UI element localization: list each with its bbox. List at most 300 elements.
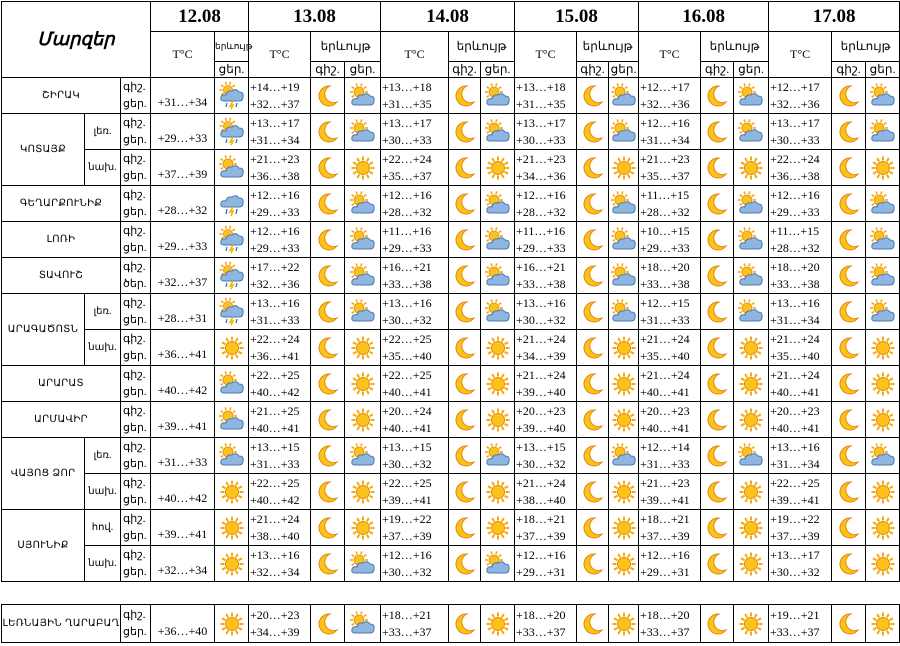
region-name: ՍՅՈՒՆԻՔ	[2, 510, 85, 582]
temp-range-cell	[515, 78, 577, 114]
day-temp: +34…+39	[516, 348, 566, 363]
temp-range-cell	[381, 366, 449, 402]
moon-icon	[832, 438, 866, 474]
day-label: ցեր.	[123, 421, 147, 434]
temp-range-cell	[249, 438, 311, 474]
temp-range-cell	[249, 330, 311, 366]
moon-icon	[449, 474, 481, 510]
night-temp: +18…+20	[516, 607, 566, 622]
moon-icon	[701, 150, 734, 186]
night-temp: +18…+20	[770, 259, 820, 274]
day-night-labels	[121, 605, 151, 643]
night-temp: +16…+21	[382, 259, 432, 274]
night-temp: +21…+23	[516, 151, 566, 166]
moon-icon	[701, 605, 734, 643]
night-temp: +11…+15	[640, 187, 690, 202]
night-temp: +20…+23	[516, 403, 566, 418]
moon-icon	[311, 402, 345, 438]
sun-icon	[734, 402, 769, 438]
moon-icon	[577, 605, 609, 643]
sun-icon	[609, 150, 639, 186]
moon-icon	[701, 222, 734, 258]
temp-range-cell	[249, 366, 311, 402]
sun-cloud-icon	[345, 605, 381, 643]
day-label: ցեր.	[123, 205, 147, 218]
day-temp: +31…+34	[640, 132, 690, 147]
night-temp: +21…+24	[516, 367, 566, 382]
sun-icon	[215, 546, 249, 582]
temp-range-cell	[639, 402, 701, 438]
temp-range-cell	[769, 474, 832, 510]
sun-cloud-icon	[866, 186, 900, 222]
temp-range-cell	[639, 438, 701, 474]
regions-header: Մարզեր	[2, 2, 151, 78]
date-header: 15.08	[515, 2, 639, 32]
night-temp: +12…+16	[640, 547, 690, 562]
night-temp: +18…+21	[382, 607, 432, 622]
night-temp: +13…+15	[250, 439, 300, 454]
sun-icon	[345, 402, 381, 438]
day-temp: +33…+37	[640, 624, 690, 639]
day-night-labels	[121, 510, 151, 546]
day-label: ցեր.	[123, 625, 147, 638]
night-temp: +13…+16	[250, 547, 300, 562]
day-temp: +31…+33	[250, 312, 300, 327]
day-temp: +33…+38	[516, 276, 566, 291]
day-temp: +28…+32	[382, 204, 432, 219]
night-temp: +19…+22	[382, 511, 432, 526]
night-temp: +20…+24	[382, 403, 432, 418]
day-temp: +28…+32	[770, 240, 820, 255]
night-temp: +18…+21	[640, 511, 690, 526]
temp-range-cell	[381, 258, 449, 294]
sun-cloud-icon	[734, 186, 769, 222]
temp-header: T°C	[249, 32, 311, 78]
moon-icon	[449, 546, 481, 582]
day-temp: +29…+33	[250, 204, 300, 219]
day-temp: +37…+39	[640, 528, 690, 543]
table-row	[2, 330, 900, 366]
temp-range-cell	[381, 222, 449, 258]
night-temp: +22…+25	[770, 475, 820, 490]
night-label: գիշ.	[123, 512, 146, 525]
sun-icon	[609, 605, 639, 643]
day-temp-cell: +40…+42	[151, 474, 215, 510]
temp-range-cell	[769, 78, 832, 114]
moon-icon	[449, 605, 481, 643]
sun-cloud-icon	[345, 546, 381, 582]
night-temp: +13…+16	[770, 439, 820, 454]
temp-range-cell	[639, 474, 701, 510]
night-temp: +21…+25	[250, 403, 300, 418]
moon-icon	[449, 366, 481, 402]
sun-cloud-icon	[734, 78, 769, 114]
night-temp: +19…+22	[770, 511, 820, 526]
night-temp: +22…+25	[382, 331, 432, 346]
moon-icon	[577, 330, 609, 366]
day-temp-cell: +31…+33	[151, 438, 215, 474]
day-night-labels	[121, 186, 151, 222]
day-temp: +33…+38	[382, 276, 432, 291]
temp-range-cell	[639, 546, 701, 582]
day-temp: +35…+40	[382, 348, 432, 363]
day-night-labels	[121, 114, 151, 150]
moon-icon	[577, 150, 609, 186]
night-temp: +20…+23	[770, 403, 820, 418]
sun-icon	[481, 510, 515, 546]
night-temp: +21…+24	[640, 331, 690, 346]
sun-icon	[215, 605, 249, 643]
subregion-name: նախ.	[85, 330, 121, 366]
night-label: գիշ.	[123, 440, 146, 453]
temp-range-cell	[639, 294, 701, 330]
sun-icon	[866, 402, 900, 438]
moon-icon	[832, 510, 866, 546]
temp-range-cell	[249, 150, 311, 186]
moon-icon	[701, 546, 734, 582]
temp-range-cell	[249, 78, 311, 114]
sun-cloud-icon	[481, 294, 515, 330]
night-temp: +11…+15	[770, 223, 820, 238]
day-temp: +36…+41	[250, 348, 300, 363]
moon-icon	[449, 402, 481, 438]
night-temp: +18…+20	[640, 259, 690, 274]
temp-range-cell	[639, 114, 701, 150]
day-temp: +39…+41	[640, 492, 690, 507]
night-temp: +20…+23	[250, 607, 300, 622]
temp-range-cell	[249, 114, 311, 150]
night-temp: +13…+17	[770, 115, 820, 130]
night-temp: +21…+24	[516, 331, 566, 346]
night-temp: +12…+16	[640, 115, 690, 130]
day-temp: +32…+37	[250, 96, 300, 111]
subregion-name: նախ.	[85, 150, 121, 186]
night-temp: +17…+22	[250, 259, 300, 274]
day-temp: +32…+36	[640, 96, 690, 111]
night-temp: +22…+24	[250, 331, 300, 346]
night-temp: +13…+18	[382, 79, 432, 94]
temp-range-cell	[381, 474, 449, 510]
night-temp: +22…+25	[382, 475, 432, 490]
sun-icon	[215, 510, 249, 546]
day-temp: +30…+32	[770, 564, 820, 579]
day-label: ցեր.	[123, 565, 147, 578]
temp-range-cell	[515, 222, 577, 258]
sun-cloud-icon	[345, 186, 381, 222]
region-name: ՏԱՎՈՒՇ	[2, 258, 121, 294]
night-temp: +13…+15	[382, 439, 432, 454]
night-temp: +10…+15	[640, 223, 690, 238]
region-name: ԱՐԱԳԱԾՈՏՆ	[2, 294, 85, 366]
sun-icon	[481, 474, 515, 510]
night-temp: +18…+21	[516, 511, 566, 526]
day-temp: +32…+36	[770, 96, 820, 111]
sun-cloud-icon	[481, 78, 515, 114]
day-temp: +30…+33	[770, 132, 820, 147]
day-night-labels	[121, 78, 151, 114]
night-temp: +22…+25	[382, 367, 432, 382]
sun-icon	[866, 474, 900, 510]
day-temp: +37…+39	[516, 528, 566, 543]
temp-range-cell	[769, 186, 832, 222]
sun-cloud-icon	[866, 258, 900, 294]
temp-range-cell	[515, 510, 577, 546]
night-temp: +16…+21	[516, 259, 566, 274]
day-temp: +30…+33	[382, 132, 432, 147]
day-subheader: ցեր.	[734, 62, 769, 78]
day-label: ցեր.	[123, 493, 147, 506]
region-name: ԳԵՂԱՐՔՈՒՆԻՔ	[2, 186, 121, 222]
moon-icon	[449, 78, 481, 114]
sun-icon	[734, 605, 769, 643]
table-row	[2, 114, 900, 150]
sun-cloud-icon	[345, 78, 381, 114]
day-night-labels	[121, 150, 151, 186]
day-temp-cell: +29…+33	[151, 114, 215, 150]
night-temp: +12…+16	[382, 547, 432, 562]
weather-header: երևույթ	[701, 32, 769, 62]
day-temp: +33…+38	[770, 276, 820, 291]
moon-icon	[449, 186, 481, 222]
weather-header: երևույթ	[577, 32, 639, 62]
moon-icon	[701, 366, 734, 402]
temp-range-cell	[515, 150, 577, 186]
weather-header: երևույթ	[449, 32, 515, 62]
night-label: գիշ.	[123, 332, 146, 345]
date-header: 16.08	[639, 2, 769, 32]
night-label: գիշ.	[123, 608, 146, 621]
day-temp-cell: +32…+34	[151, 546, 215, 582]
sun-icon	[481, 366, 515, 402]
temp-range-cell	[639, 605, 701, 643]
moon-icon	[311, 366, 345, 402]
moon-icon	[832, 546, 866, 582]
sun-cloud-icon	[345, 294, 381, 330]
day-subheader: ցեր.	[866, 62, 900, 78]
date-header: 17.08	[769, 2, 900, 32]
region-name: ԼԵՌՆԱՅԻՆ ՂԱՐԱԲԱՂ	[2, 605, 121, 643]
sun-cloud-rain-icon	[215, 78, 249, 114]
table-row	[2, 150, 900, 186]
sun-cloud-icon	[609, 186, 639, 222]
moon-icon	[311, 222, 345, 258]
night-label: գիշ.	[123, 260, 146, 273]
sun-cloud-icon	[481, 222, 515, 258]
night-temp: +12…+16	[250, 187, 300, 202]
night-temp: +22…+25	[250, 367, 300, 382]
date-header: 13.08	[249, 2, 381, 32]
night-temp: +13…+17	[516, 115, 566, 130]
day-subheader: ցեր.	[481, 62, 515, 78]
day-temp-cell: +28…+31	[151, 294, 215, 330]
moon-icon	[832, 294, 866, 330]
sun-icon	[345, 510, 381, 546]
sun-cloud-icon	[866, 78, 900, 114]
night-temp: +22…+24	[382, 151, 432, 166]
region-name: ՎԱՅՈՑ ՁՈՐ	[2, 438, 85, 510]
cloud-rain-icon	[215, 186, 249, 222]
night-temp: +12…+16	[516, 547, 566, 562]
night-temp: +21…+23	[640, 475, 690, 490]
moon-icon	[311, 438, 345, 474]
day-temp-cell: +29…+33	[151, 222, 215, 258]
night-label: գիշ.	[123, 116, 146, 129]
day-temp-cell: +31…+34	[151, 78, 215, 114]
day-temp-cell: +28…+32	[151, 186, 215, 222]
day-temp: +40…+41	[382, 384, 432, 399]
subregion-name: լեռ.	[85, 114, 121, 150]
sun-cloud-icon	[734, 294, 769, 330]
day-temp: +29…+33	[640, 240, 690, 255]
moon-icon	[832, 186, 866, 222]
sun-cloud-icon	[866, 222, 900, 258]
moon-icon	[832, 78, 866, 114]
night-label: գիշ.	[123, 152, 146, 165]
sun-icon	[609, 510, 639, 546]
moon-icon	[311, 510, 345, 546]
region-name: ՇԻՐԱԿ	[2, 78, 121, 114]
day-temp: +28…+32	[640, 204, 690, 219]
day-temp: +33…+37	[382, 624, 432, 639]
day-temp: +40…+41	[770, 384, 820, 399]
day-temp: +37…+39	[770, 528, 820, 543]
sun-icon	[866, 605, 900, 643]
day-temp: +38…+40	[250, 528, 300, 543]
night-label: գիշ.	[123, 404, 146, 417]
temp-range-cell	[639, 222, 701, 258]
temp-range-cell	[769, 258, 832, 294]
sun-cloud-icon	[609, 114, 639, 150]
night-label: գիշ.	[123, 224, 146, 237]
night-temp: +11…+16	[516, 223, 566, 238]
table-row	[2, 474, 900, 510]
temp-range-cell	[381, 605, 449, 643]
temp-range-cell	[381, 402, 449, 438]
temp-header: T°C	[769, 32, 832, 78]
sun-icon	[481, 402, 515, 438]
night-temp: +21…+24	[640, 367, 690, 382]
sun-icon	[345, 150, 381, 186]
day-night-labels	[121, 258, 151, 294]
day-subheader: ցեր.	[215, 62, 249, 78]
moon-icon	[701, 330, 734, 366]
sun-icon	[345, 330, 381, 366]
sun-icon	[481, 605, 515, 643]
sun-icon	[481, 150, 515, 186]
temp-range-cell	[639, 78, 701, 114]
temp-header: T°C	[515, 32, 577, 78]
day-label: ցեր.	[123, 133, 147, 146]
temp-range-cell	[249, 546, 311, 582]
sun-cloud-icon	[215, 150, 249, 186]
sun-cloud-icon	[734, 438, 769, 474]
temp-range-cell	[515, 438, 577, 474]
sun-cloud-icon	[481, 186, 515, 222]
moon-icon	[577, 258, 609, 294]
day-temp: +39…+41	[382, 492, 432, 507]
day-temp: +30…+32	[382, 312, 432, 327]
night-temp: +12…+16	[382, 187, 432, 202]
sun-icon	[866, 510, 900, 546]
temp-range-cell	[381, 150, 449, 186]
sun-cloud-icon	[345, 258, 381, 294]
night-temp: +12…+16	[770, 187, 820, 202]
temp-range-cell	[381, 510, 449, 546]
region-name: ԿՈՏԱՅՔ	[2, 114, 85, 186]
day-temp: +30…+32	[382, 456, 432, 471]
temp-range-cell	[639, 150, 701, 186]
temp-range-cell	[769, 605, 832, 643]
subregion-name: նախ.	[85, 474, 121, 510]
day-temp: +29…+33	[250, 240, 300, 255]
moon-icon	[449, 438, 481, 474]
temp-range-cell	[515, 258, 577, 294]
subregion-name: լեռ.	[85, 438, 121, 474]
moon-icon	[577, 114, 609, 150]
sun-cloud-icon	[481, 438, 515, 474]
moon-icon	[311, 474, 345, 510]
sun-icon	[345, 474, 381, 510]
temp-range-cell	[515, 186, 577, 222]
moon-icon	[832, 474, 866, 510]
day-temp: +39…+41	[770, 492, 820, 507]
night-temp: +13…+16	[382, 295, 432, 310]
day-subheader: ցեր.	[345, 62, 381, 78]
night-label: գիշ.	[123, 548, 146, 561]
moon-icon	[832, 150, 866, 186]
temp-range-cell	[639, 186, 701, 222]
sun-cloud-icon	[215, 366, 249, 402]
day-temp: +28…+32	[516, 204, 566, 219]
moon-icon	[832, 114, 866, 150]
temp-range-cell	[515, 605, 577, 643]
temp-range-cell	[249, 474, 311, 510]
night-temp: +13…+15	[516, 439, 566, 454]
night-temp: +12…+17	[770, 79, 820, 94]
temp-range-cell	[515, 294, 577, 330]
moon-icon	[832, 402, 866, 438]
night-subheader: գիշ.	[701, 62, 734, 78]
temp-range-cell	[515, 114, 577, 150]
subregion-name: լեռ.	[85, 294, 121, 330]
day-temp: +35…+37	[640, 168, 690, 183]
sun-cloud-icon	[215, 402, 249, 438]
night-temp: +22…+24	[770, 151, 820, 166]
day-temp-cell: +36…+40	[151, 605, 215, 643]
moon-icon	[577, 546, 609, 582]
moon-icon	[577, 510, 609, 546]
night-temp: +12…+15	[640, 295, 690, 310]
day-night-labels	[121, 294, 151, 330]
sun-cloud-icon	[609, 438, 639, 474]
day-temp: +30…+32	[516, 312, 566, 327]
day-temp-cell: +39…+41	[151, 402, 215, 438]
day-label: ցեր.	[123, 457, 147, 470]
temp-range-cell	[769, 402, 832, 438]
day-label: ցեր.	[123, 385, 147, 398]
temp-range-cell	[769, 294, 832, 330]
day-temp: +32…+36	[250, 276, 300, 291]
day-temp: +36…+38	[250, 168, 300, 183]
day-label: ցեր.	[123, 169, 147, 182]
table-row	[2, 402, 900, 438]
day-temp: +40…+41	[640, 420, 690, 435]
temp-header: T°C	[639, 32, 701, 78]
day-temp: +40…+42	[250, 492, 300, 507]
day-label: ցեր.	[123, 241, 147, 254]
sun-icon	[609, 366, 639, 402]
sun-icon	[734, 330, 769, 366]
